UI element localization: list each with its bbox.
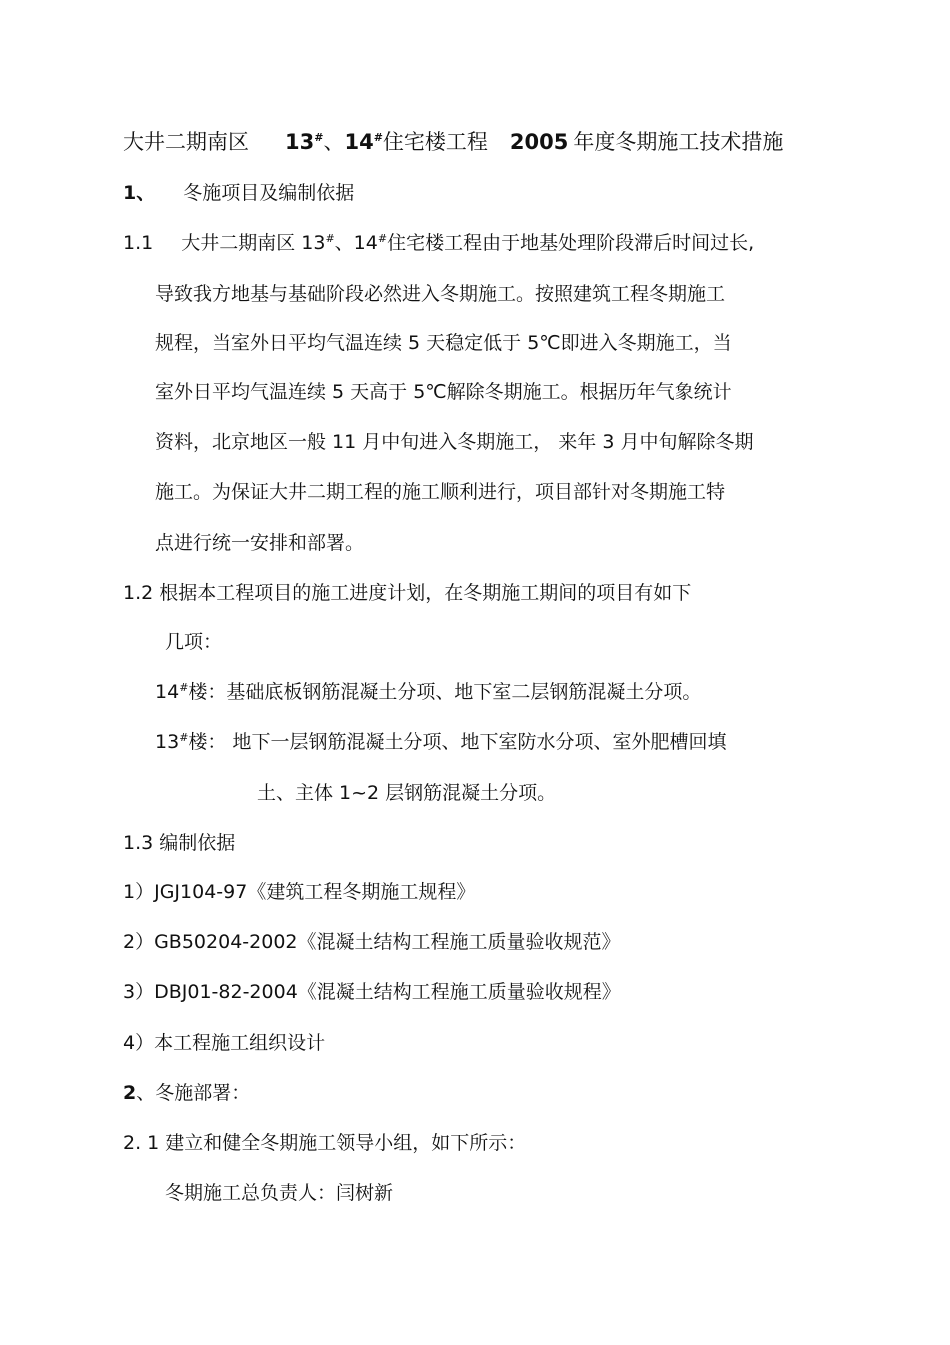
reference-item-1: 1）JGJ104-97《建筑工程冬期施工规程》 — [123, 881, 476, 903]
reference-item-3: 3）DBJ01-82-2004《混凝土结构工程施工质量验收规程》 — [123, 981, 621, 1003]
section-1-number: 1、 — [123, 182, 156, 204]
title-sep: 、 — [323, 130, 345, 154]
section-2-title: 、冬施部署： — [136, 1082, 251, 1104]
building-13-sup: # — [179, 731, 189, 744]
title-num13: 13 — [285, 130, 315, 154]
p11-sup-14: # — [377, 232, 388, 245]
section-1-heading — [123, 180, 354, 206]
building-14-sup: # — [179, 681, 189, 694]
paragraph-1-1-line-3: 规程，当室外日平均气温连续 5 天稳定低于 5℃即进入冬期施工，当 — [155, 332, 732, 354]
paragraph-1-1-line-7: 点进行统一安排和部署。 — [155, 532, 365, 554]
paragraph-2-1-line-1: 2. 1 建立和健全冬期施工领导小组，如下所示： — [123, 1132, 527, 1154]
paragraph-1-1-line-2: 导致我方地基与基础阶段必然进入冬期施工。按照建筑工程冬期施工 — [155, 283, 726, 305]
document-title — [123, 129, 783, 155]
title-part1: 大井二期南区 — [123, 130, 249, 154]
building-14-text: 楼：基础底板钢筋混凝土分项、地下室二层钢筋混凝土分项。 — [188, 681, 702, 703]
p11-line1-a: 大井二期南区 13 — [181, 232, 326, 254]
building-13-item — [155, 729, 726, 755]
section-1-title: 冬施项目及编制依据 — [183, 182, 355, 204]
building-14-number: 14 — [155, 681, 180, 703]
building-13-text: 楼： 地下一层钢筋混凝土分项、地下室防水分项、室外肥槽回填 — [188, 731, 727, 753]
section-2-number: 2 — [123, 1082, 137, 1104]
title-sup-13: # — [314, 131, 324, 144]
paragraph-1-1-line-6: 施工。为保证大井二期工程的施工顺利进行，项目部针对冬期施工特 — [155, 481, 726, 503]
section-2-heading — [123, 1080, 250, 1106]
p11-line1-c: 住宅楼工程由于地基处理阶段滞后时间过长, — [387, 232, 755, 254]
title-part3: 年度冬期施工技术措施 — [573, 130, 784, 154]
paragraph-1-1-line-4: 室外日平均气温连续 5 天高于 5℃解除冬期施工。根据历年气象统计 — [155, 381, 732, 403]
p11-sup-13: # — [325, 232, 335, 245]
title-sup-14: # — [373, 131, 383, 144]
title-num14: 14 — [344, 130, 374, 154]
paragraph-1-1-line-1 — [123, 230, 754, 256]
paragraph-1-1-line-5: 资料，北京地区一般 11 月中旬进入冬期施工， 来年 3 月中旬解除冬期 — [155, 431, 754, 453]
reference-item-4: 4）本工程施工组织设计 — [123, 1032, 326, 1054]
building-13-number: 13 — [155, 731, 180, 753]
building-14-item — [155, 679, 701, 705]
paragraph-1-3-heading: 1.3 编制依据 — [123, 832, 236, 854]
building-13-continuation: 土、主体 1~2 层钢筋混凝土分项。 — [257, 782, 557, 804]
p11-line1-b: 、14 — [334, 232, 378, 254]
paragraph-1-2-line-2: 几项： — [165, 631, 223, 653]
reference-item-2: 2）GB50204-2002《混凝土结构工程施工质量验收规范》 — [123, 931, 621, 953]
paragraph-1-2-line-1: 1.2 根据本工程项目的施工进度计划，在冬期施工期间的项目有如下 — [123, 582, 692, 604]
paragraph-1-1-number: 1.1 — [123, 232, 154, 254]
paragraph-2-1-line-2: 冬期施工总负责人：闫树新 — [165, 1182, 394, 1204]
title-part2: 住宅楼工程 — [382, 130, 488, 154]
title-year: 2005 — [509, 130, 569, 154]
